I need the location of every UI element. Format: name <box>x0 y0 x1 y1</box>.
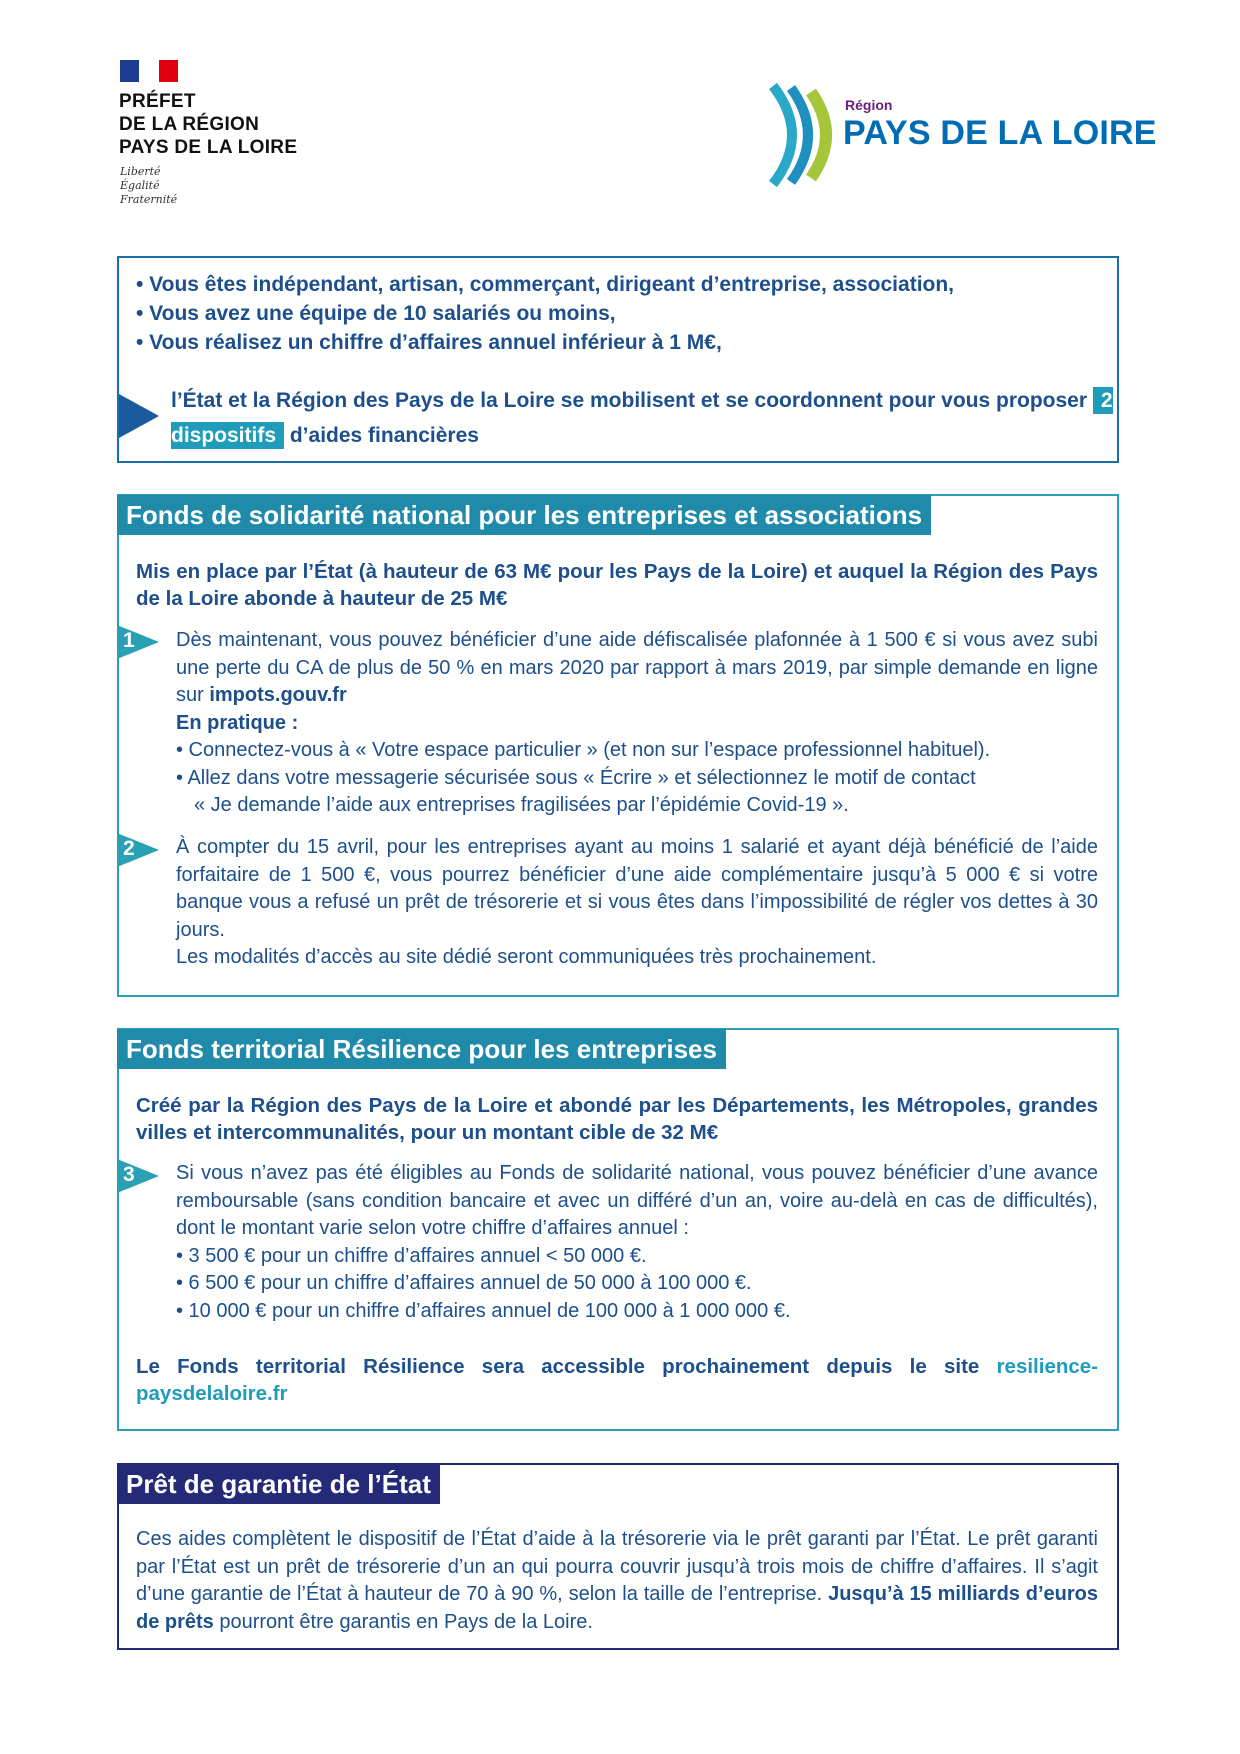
intro-text-a: l’État et la Région des Pays de la Loire se mobilisent et se coordonnent pour vous proposer <box>171 389 1093 412</box>
pret-body: Ces aides complètent le dispositif de l’État d’aide à la trésorerie via le prêt garanti par l’État. Le prêt garanti par l’État est un prêt de trésorerie d’un an qui pourra couvrir jusqu’à trois mois de chiffre d’affaires. Il s’agit d’une garantie de l’État à hauteur de 70 à 90 %, selon la taille de l’entreprise. <box>136 1528 1098 1605</box>
pratique-bullet-1: • Connectez-vous à « Votre espace particulier » (et non sur l’espace professionnel habituel). <box>176 739 991 761</box>
intro-text-b: d’aides financières <box>284 424 479 447</box>
resilience-closing-text: Le Fonds territorial Résilience sera accessible prochainement depuis le site <box>136 1355 997 1378</box>
step-3-text <box>176 1160 1098 1325</box>
intro-bullet-2: • Vous avez une équipe de 10 salariés ou moins, <box>136 302 616 325</box>
pret-body-end: pourront être garantis en Pays de la Loire. <box>213 1610 593 1633</box>
intro-statement <box>171 383 1116 453</box>
intro-highlight: 2 dispositifs <box>171 389 1113 447</box>
resilience-bullet-3: • 10 000 € pour un chiffre d’affaires annuel de 100 000 à 1 000 000 €. <box>176 1299 791 1322</box>
intro-bullet-1: • Vous êtes indépendant, artisan, commerçant, dirigeant d’entreprise, association, <box>136 273 955 296</box>
step-2-text <box>176 834 1098 972</box>
devise-liberte: Liberté <box>120 165 161 178</box>
en-pratique-label: En pratique : <box>176 711 299 734</box>
resilience-bullet-2: • 6 500 € pour un chiffre d’affaires annuel de 50 000 à 100 000 €. <box>176 1272 752 1294</box>
step-3-body: Si vous n’avez pas été éligibles au Fonds de solidarité national, vous pouvez bénéficier d’une avance remboursable (sans condition bancaire et avec un différé d’un an, voire au-delà en cas de difficultés), dont le montant varie selon votre chiffre d’affaires annuel : <box>176 1162 1098 1239</box>
fonds-solidarite-title: Fonds de solidarité national pour les entreprises et associations <box>117 495 931 535</box>
step-2-body-2: Les modalités d’accès au site dédié seront communiquées très prochainement. <box>176 946 877 968</box>
french-flag-logo <box>120 60 178 82</box>
devise-egalite: Égalité <box>120 179 160 192</box>
step-1-text <box>176 627 1098 820</box>
fonds-solidarite-lead: Mis en place par l’État (à hauteur de 63 M€ pour les Pays de la Loire) et auquel la Région des Pays de la Loire abonde à hauteur de 25 M€ <box>136 560 1098 610</box>
fonds-resilience-lead: Créé par la Région des Pays de la Loire et abondé par les Départements, les Métropoles, grandes villes et intercommunalités, pour un montant cible de 32 M€ <box>136 1094 1098 1144</box>
step-1-number: 1 <box>123 629 135 652</box>
step-1-marker <box>117 625 161 659</box>
prefet-line-3: PAYS DE LA LOIRE <box>119 137 298 158</box>
prefet-line-1: PRÉFET <box>119 91 196 112</box>
devise-fraternite: Fraternité <box>120 193 178 206</box>
step-2-body: À compter du 15 avril, pour les entreprises ayant au moins 1 salarié et ayant déjà bénéficié de l’aide forfaitaire de 1 500 €, vous pourrez bénéficier d’une aide complémentaire jusqu’à 5 000 € si votre banque vous a refusé un prêt de trésorerie et si vous êtes dans l’impossibilité de régler vos dettes à 30 jours. <box>176 836 1098 941</box>
step-2-marker <box>117 833 161 867</box>
prefet-line-2: DE LA RÉGION <box>119 114 260 135</box>
prefet-title <box>119 90 297 159</box>
step-3-number: 3 <box>123 1163 135 1186</box>
intro-bullets <box>136 270 954 357</box>
pret-bold: Jusqu’à 15 milliards d’euros de prêts <box>136 1583 1099 1633</box>
devise <box>120 165 177 207</box>
pratique-bullet-2b: « Je demande l’aide aux entreprises fragilisées par l’épidémie Covid-19 ». <box>194 794 849 816</box>
resilience-closing <box>136 1353 1098 1407</box>
step-2-number: 2 <box>123 837 135 860</box>
intro-bullet-3: • Vous réalisez un chiffre d’affaires annuel inférieur à 1 M€, <box>136 331 722 354</box>
intro-arrow-icon <box>119 394 159 438</box>
pret-text <box>136 1526 1098 1636</box>
step-3-marker <box>117 1159 161 1193</box>
resilience-bullet-1: • 3 500 € pour un chiffre d’affaires annuel < 50 000 €. <box>176 1244 647 1267</box>
region-label-small: Région <box>845 97 893 113</box>
pret-title: Prêt de garantie de l’État <box>117 1464 440 1504</box>
resilience-site-link[interactable]: resilience-paysdelaloire.fr <box>136 1355 1098 1405</box>
fonds-resilience-title: Fonds territorial Résilience pour les entreprises <box>117 1029 726 1069</box>
step-1-body: Dès maintenant, vous pouvez bénéficier d’une aide défiscalisée plafonnée à 1 500 € si vous avez subi une perte du CA de plus de 50 % en mars 2020 par rapport à mars 2019, par simple demande en ligne sur <box>176 629 1098 706</box>
region-label-big: PAYS DE LA LOIRE <box>843 114 1157 152</box>
impots-site-link[interactable]: impots.gouv.fr <box>209 684 347 706</box>
pratique-bullet-2a: • Allez dans votre messagerie sécurisée sous « Écrire » et sélectionnez le motif de contact <box>176 766 976 789</box>
